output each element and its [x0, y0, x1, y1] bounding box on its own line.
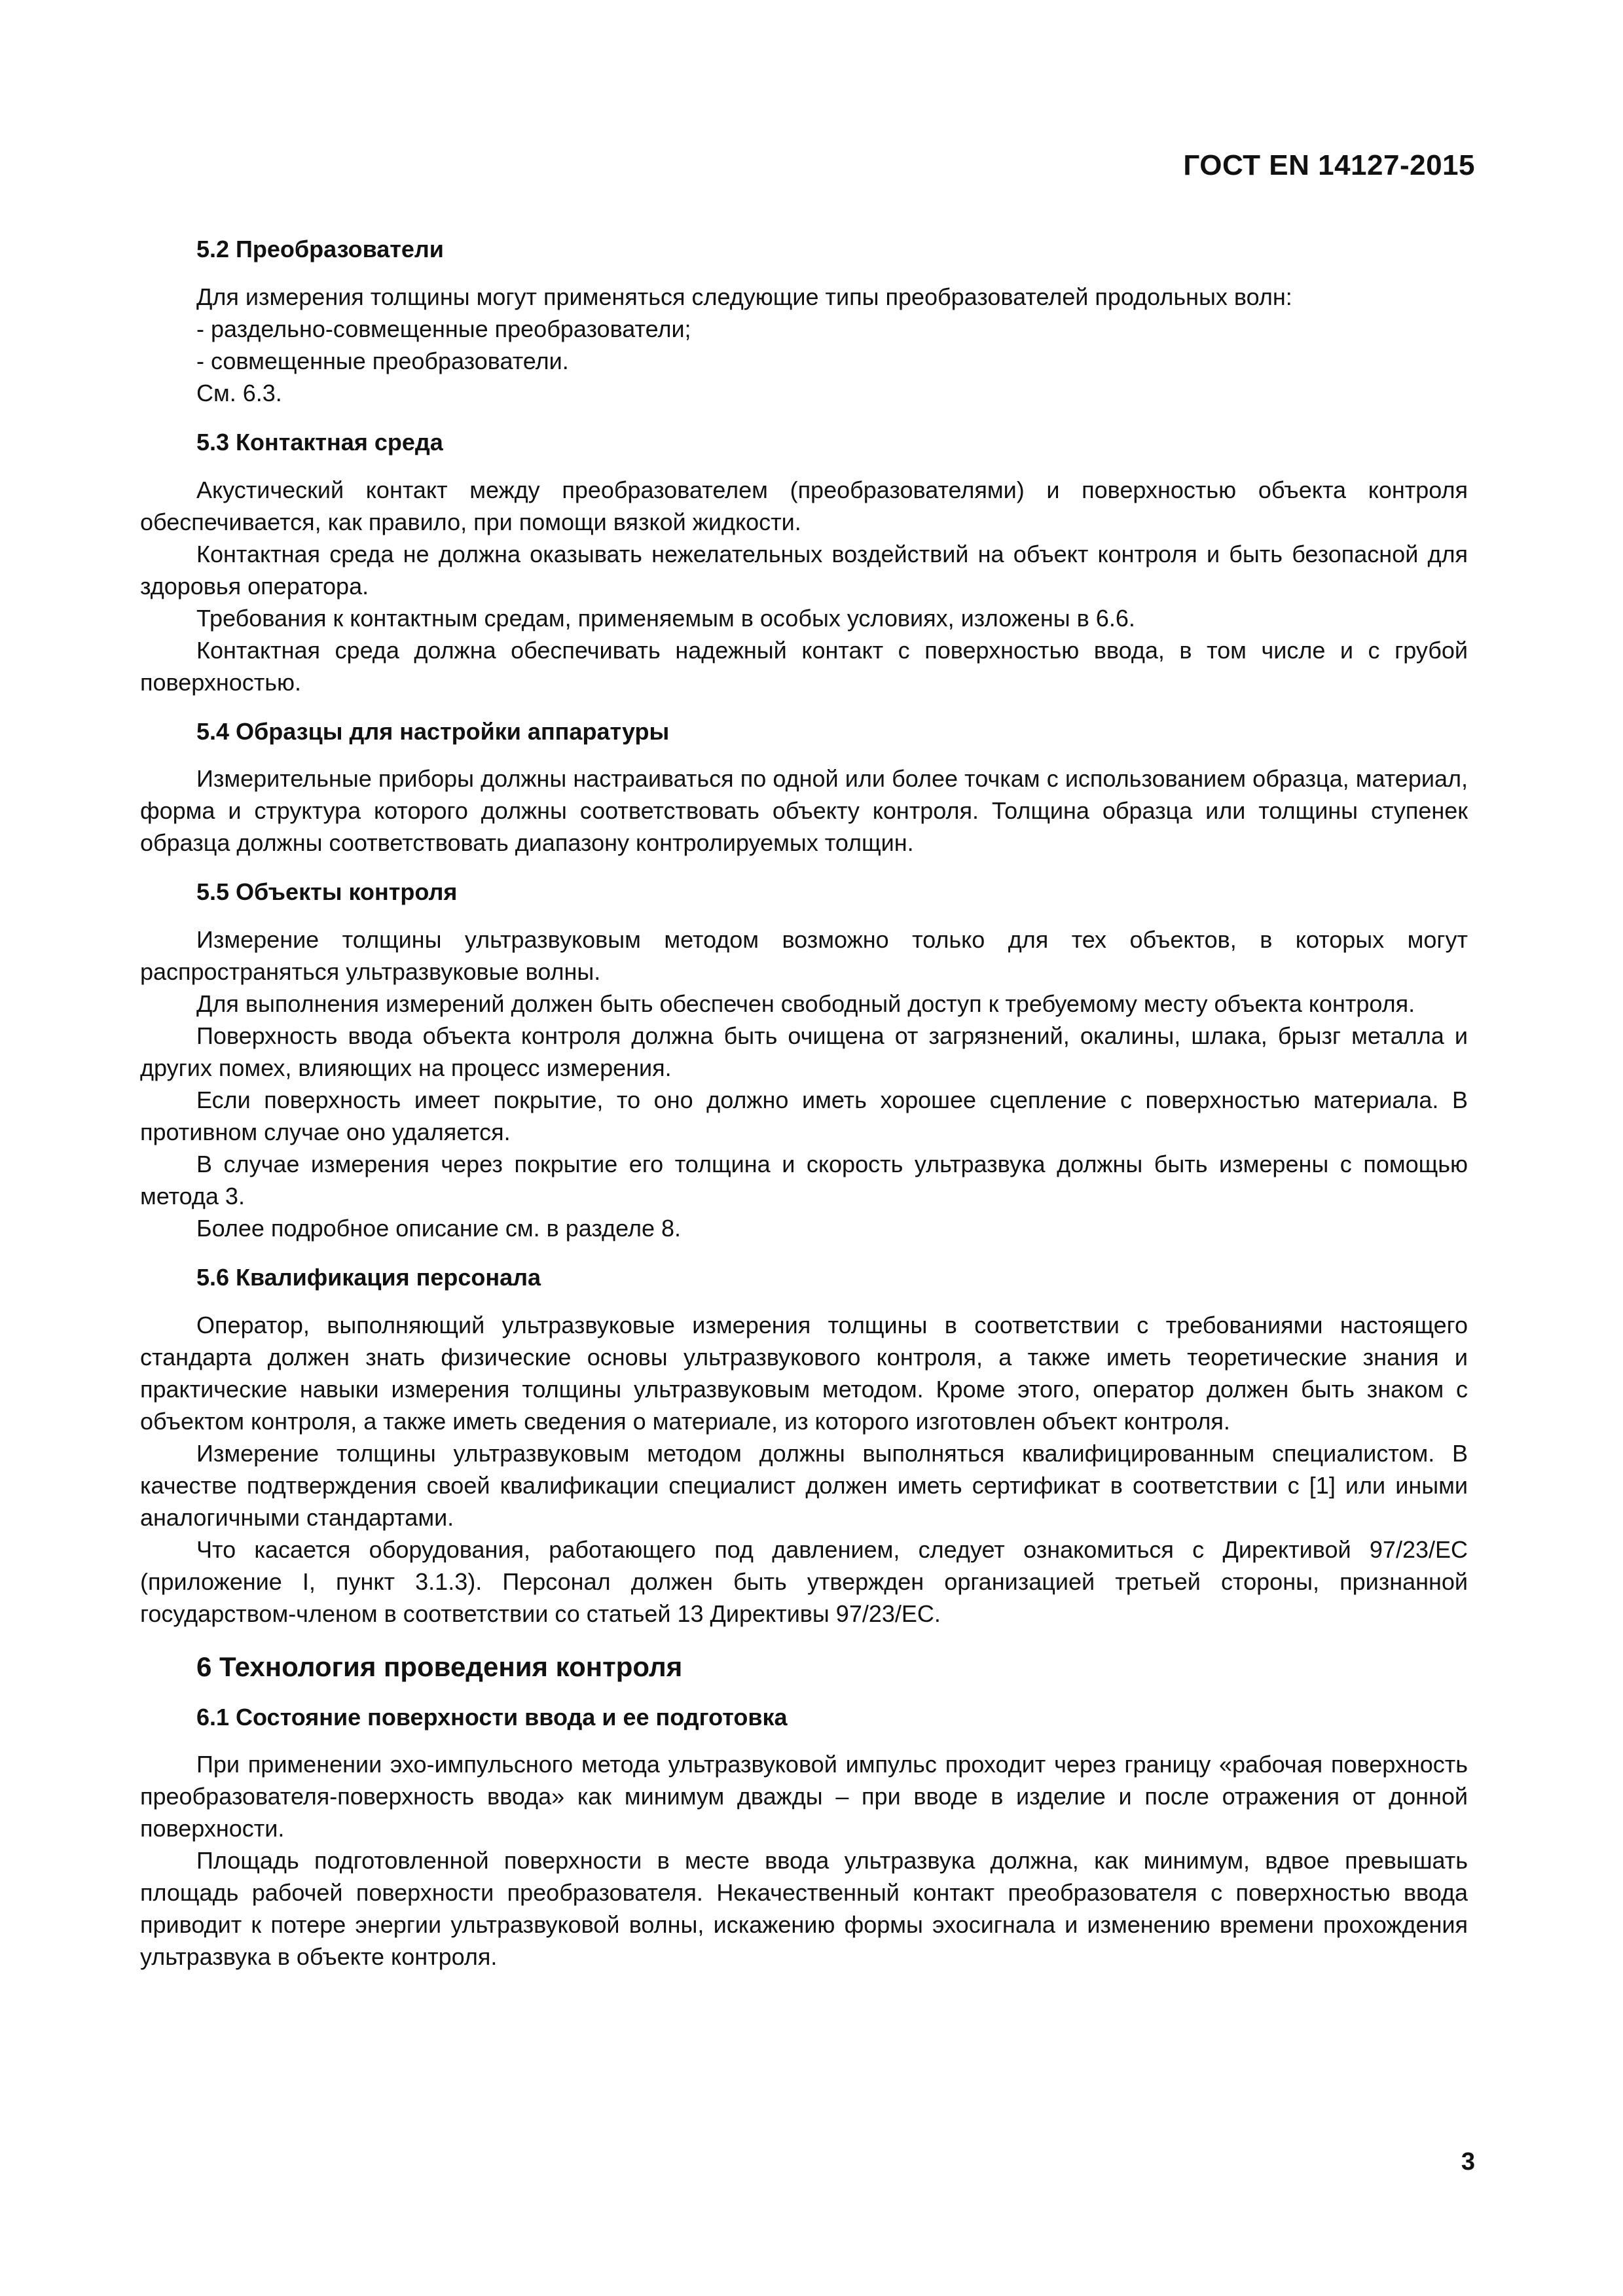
paragraph: Требования к контактным средам, применяемым в особых условиях, изложены в 6.6.	[196, 604, 1135, 632]
section-5-2	[140, 234, 1468, 409]
section-6-1	[140, 1702, 1468, 1973]
section-title: 6.1 Состояние поверхности ввода и ее подготовка	[196, 1703, 788, 1731]
section-5-6	[140, 1263, 1468, 1630]
chapter-title: 6 Технология проведения контроля	[196, 1651, 683, 1682]
paragraph: Контактная среда не должна оказывать нежелательных воздействий на объект контроля и быть безопасной для здоровья оператора.	[140, 540, 1468, 600]
paragraph: Измерение толщины ультразвуковым методом должны выполняться квалифицированным специалистом. В качестве подтверждения своей квалификации специалист должен иметь сертификат в соответствии с [1] или иными аналогичными стандартами.	[140, 1439, 1468, 1531]
page-number: 3	[1461, 2148, 1475, 2176]
section-5-4	[140, 717, 1468, 859]
paragraph: Оператор, выполняющий ультразвуковые измерения толщины в соответствии с требованиями настоящего стандарта должен знать физические основы ультразвукового контроля, а также иметь теоретические знания и практические навыки измерения толщины ультразвуковым методом. Кроме этого, оператор должен быть знаком с объектом контроля, а также иметь сведения о материале, из которого изготовлен объект контроля.	[140, 1311, 1468, 1435]
list-item: - совмещенные преобразователи.	[196, 347, 569, 374]
list-item: - раздельно-совмещенные преобразователи;	[196, 315, 691, 342]
paragraph: Более подробное описание см. в разделе 8.	[196, 1215, 682, 1242]
section-5-3	[140, 427, 1468, 698]
paragraph: В случае измерения через покрытие его толщина и скорость ультразвука должны быть измерены с помощью метода 3.	[140, 1151, 1468, 1210]
section-title: 5.2 Преобразователи	[196, 236, 444, 262]
section-title: 5.4 Образцы для настройки аппаратуры	[196, 717, 670, 745]
page-content	[140, 234, 1468, 1991]
paragraph: При применении эхо-импульсного метода ультразвуковой импульс проходит через границу «рабочая поверхность преобразователя-поверхность ввода» как минимум дважды – при вводе в изделие и после отражения от донной поверхности.	[140, 1751, 1468, 1842]
section-5-5	[140, 877, 1468, 1244]
paragraph: Контактная среда должна обеспечивать надежный контакт с поверхностью ввода, в том числе и с грубой поверхностью.	[140, 636, 1468, 696]
paragraph: См. 6.3.	[196, 379, 282, 406]
paragraph: Для выполнения измерений должен быть обеспечен свободный доступ к требуемому месту объекта контроля.	[196, 990, 1415, 1018]
paragraph: Площадь подготовленной поверхности в месте ввода ультразвука должна, как минимум, вдвое превышать площадь рабочей поверхности преобразователя. Некачественный контакт преобразователя с поверхностью ввода приводит к потере энергии ультразвуковой волны, искажению формы эхосигнала и изменению времени прохождения ультразвука в объекте контроля.	[140, 1847, 1468, 1971]
paragraph: Измерительные приборы должны настраиваться по одной или более точкам с использованием образца, материал, форма и структура которого должны соответствовать объекту контроля. Толщина образца или толщины ступенек образца должны соответствовать диапазону контролируемых толщин.	[140, 765, 1468, 857]
section-title: 5.3 Контактная среда	[196, 428, 443, 456]
paragraph: Что касается оборудования, работающего под давлением, следует ознакомиться с Директивой 97/23/ЕС (приложение I, пункт 3.1.3). Персонал должен быть утвержден организацией третьей стороны, признанной государством-членом в соответствии со статьей 13 Директивы 97/23/ЕС.	[140, 1535, 1468, 1627]
paragraph: Если поверхность имеет покрытие, то оно должно иметь хорошее сцепление с поверхностью материала. В противном случае оно удаляется.	[140, 1086, 1468, 1146]
section-title: 5.5 Объекты контроля	[196, 878, 458, 906]
paragraph: Измерение толщины ультразвуковым методом возможно только для тех объектов, в которых могут распространяться ультразвуковые волны.	[140, 926, 1468, 986]
paragraph: Для измерения толщины могут применяться следующие типы преобразователей продольных волн:	[196, 283, 1292, 310]
section-title: 5.6 Квалификация персонала	[196, 1264, 541, 1291]
paragraph: Акустический контакт между преобразователем (преобразователями) и поверхностью объекта контроля обеспечивается, как правило, при помощи вязкой жидкости.	[140, 476, 1468, 535]
document-id: ГОСТ EN 14127-2015	[1183, 149, 1475, 181]
paragraph: Поверхность ввода объекта контроля должна быть очищена от загрязнений, окалины, шлака, брызг металла и других помех, влияющих на процесс измерения.	[140, 1022, 1468, 1082]
